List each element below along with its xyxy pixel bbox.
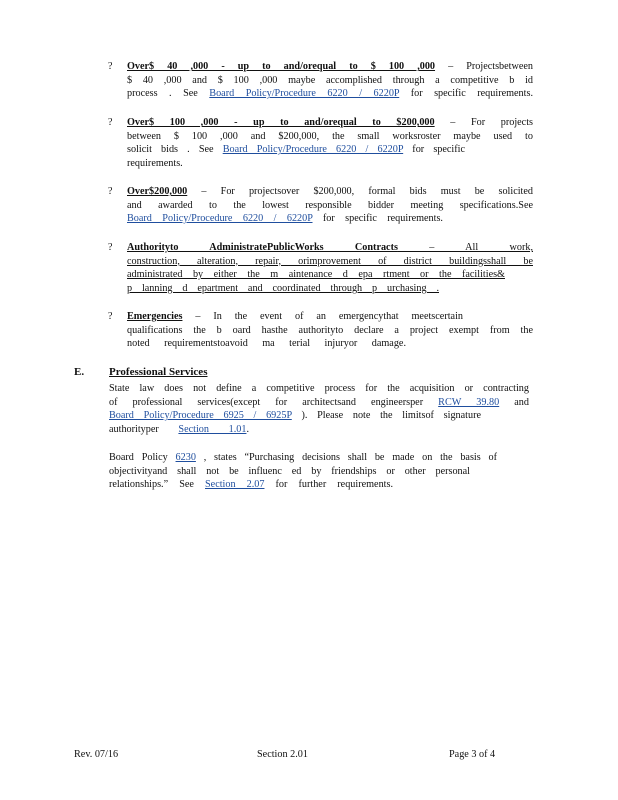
text-line	[127, 255, 533, 269]
policy-link[interactable]: Board Policy/Procedure 6220 / 6220P	[222, 144, 404, 156]
body-text: – In the event of an emergencythat meetscertain	[182, 311, 463, 322]
text-line	[109, 451, 497, 465]
text-line	[127, 324, 533, 338]
text-line	[109, 382, 529, 396]
body-text: for specific requirements.	[399, 88, 533, 100]
text-line	[127, 282, 439, 296]
footer-revision: Rev. 07/16	[74, 749, 119, 760]
body-text: objectivityand shall not be influenc ed by friendships or other personal	[109, 465, 470, 477]
policy-link[interactable]: Board Policy/Procedure 6220 / 6220P	[127, 213, 313, 225]
text-line	[127, 310, 463, 324]
policy-link[interactable]: Section 1.01	[178, 423, 247, 435]
body-text: .	[246, 423, 249, 435]
underlined-text: construction, alteration, repair, orimprovement of district buildingsshall be	[127, 255, 533, 267]
body-text: process . See	[127, 88, 210, 100]
body-text: between $ 100 ,000 and $200,000, the small worksroster maybe used to	[127, 130, 533, 142]
policy-link[interactable]: RCW 39.80	[438, 396, 500, 408]
bullet-glyph: ?	[108, 186, 113, 197]
bold-heading-text: Emergencies	[127, 311, 183, 322]
bold-heading-text: Over$200,000	[127, 186, 188, 197]
text-line	[127, 130, 533, 144]
text-line	[127, 241, 533, 255]
policy-link[interactable]: 6230	[175, 452, 196, 463]
bullet-item	[127, 310, 533, 351]
footer-section: Section 2.01	[257, 749, 308, 760]
text-line	[109, 423, 249, 437]
text-line	[127, 143, 465, 157]
text-line	[109, 465, 470, 479]
bullet-glyph: ?	[108, 242, 113, 253]
bold-heading-text: Authorityto AdministratePublicWorks Contracts	[127, 242, 398, 253]
text-line	[127, 74, 533, 88]
body-text: of professional services(except for architectsand engineersper	[109, 396, 439, 408]
section-title: Professional Services	[109, 366, 208, 378]
bullet-item	[127, 241, 533, 295]
body-text: for further requirements.	[264, 479, 394, 491]
text-line	[127, 212, 443, 226]
bullet-item	[127, 60, 533, 101]
body-text: authorityper	[109, 423, 179, 435]
body-text: ). Please note the limitsof signature	[291, 410, 481, 422]
text-line	[127, 87, 533, 101]
body-text: $ 40 ,000 and $ 100 ,000 maybe accomplished through a competitive b id	[127, 74, 533, 86]
text-line	[127, 199, 533, 213]
bold-heading-text: Over$ 100 ,000 - up to and/orequal to $200,000	[127, 117, 435, 128]
text-line	[127, 268, 505, 282]
text-line	[127, 116, 533, 130]
text-line	[127, 60, 533, 74]
body-text: for specific requirements.	[312, 213, 443, 225]
policy-link[interactable]: Section 2.07	[205, 479, 265, 491]
body-text: – For projects	[434, 117, 533, 128]
underlined-text: – All work,	[397, 242, 533, 253]
body-text: requirements.	[127, 157, 183, 169]
policy-link[interactable]: Board Policy/Procedure 6220 / 6220P	[209, 88, 400, 100]
policy-link[interactable]: Board Policy/Procedure 6925 / 6925P	[109, 410, 292, 422]
body-text: solicit bids . See	[127, 144, 223, 156]
section-letter: E.	[74, 366, 85, 378]
bullet-item	[127, 185, 533, 226]
text-line	[127, 337, 406, 351]
text-line	[127, 157, 533, 171]
bullet-glyph: ?	[108, 61, 113, 72]
body-text: relationships.” See	[109, 479, 205, 491]
text-line	[109, 478, 393, 492]
text-line	[127, 185, 533, 199]
footer-page-number: Page 3 of 4	[449, 749, 496, 760]
text-line	[109, 409, 481, 423]
underlined-text: administrated by either the m aintenance d epa rtment or the facilities&	[127, 269, 505, 281]
bold-heading-text: Over$ 40 ,000 - up to and/orequal to $ 100 ,000	[127, 61, 436, 72]
body-text: and	[499, 396, 529, 408]
text-line	[109, 396, 529, 410]
body-text: , states “Purchasing decisions shall be made on the basis of	[195, 452, 497, 463]
body-text: for specific	[403, 144, 465, 156]
bullet-glyph: ?	[108, 117, 113, 128]
body-text: Board Policy	[109, 452, 176, 463]
body-text: – For projectsover $200,000, formal bids must be solicited	[187, 186, 533, 197]
body-text: noted requirementstoavoid ma terial injuryor damage.	[127, 338, 406, 350]
bullet-item	[127, 116, 533, 170]
body-text: – Projectsbetween	[435, 61, 533, 72]
board-policy-paragraph	[109, 451, 529, 492]
professional-services-paragraph	[109, 382, 529, 436]
body-text: and awarded to the lowest responsible bidder meeting specifications.See	[127, 199, 533, 211]
underlined-text: p lanning d epartment and coordinated through p urchasing .	[127, 282, 439, 294]
body-text: State law does not define a competitive process for the acquisition or contracting	[109, 383, 529, 394]
body-text: qualifications the b oard hasthe authorityto declare a project exempt from the	[127, 324, 533, 336]
bullet-glyph: ?	[108, 311, 113, 322]
